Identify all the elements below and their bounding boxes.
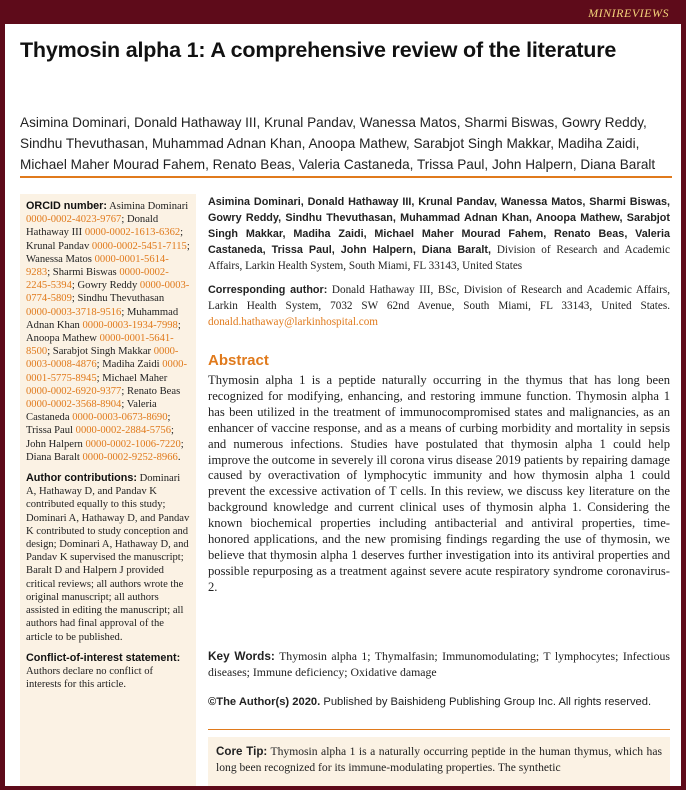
- orcid-separator: ;: [121, 385, 125, 397]
- contributions-label: Author contributions:: [26, 472, 137, 485]
- orcid-author-name: Krunal Pandav: [26, 240, 92, 252]
- orcid-id-link[interactable]: 0000-0002-4023-9767: [26, 214, 122, 226]
- orcid-section: [26, 200, 190, 464]
- conflict-label: Conflict-of-interest statement:: [26, 651, 181, 664]
- abstract-heading: Abstract: [208, 352, 269, 369]
- copyright-label: ©The Author(s) 2020.: [208, 696, 321, 708]
- orcid-id-link[interactable]: 0000-0003-0008-4876: [26, 346, 179, 371]
- conflict-section: [26, 652, 190, 692]
- section-tag: MINIREVIEWS: [588, 6, 669, 20]
- orcid-author-name: John Halpern: [26, 438, 86, 450]
- core-tip-divider: [208, 729, 670, 730]
- orcid-id-link[interactable]: 0000-0002-2884-5756: [75, 425, 171, 437]
- header-bar: [5, 4, 681, 24]
- orcid-label: ORCID number:: [26, 200, 107, 212]
- orcid-list: [26, 201, 190, 463]
- orcid-author-name: Diana Baralt: [26, 451, 83, 463]
- orcid-separator: ;: [167, 412, 171, 424]
- orcid-author-name: Wanessa Matos: [26, 253, 95, 265]
- orcid-id-link[interactable]: 0000-0002-2245-5394: [26, 267, 169, 292]
- corresponding-author: [208, 282, 670, 330]
- copyright-text: Published by Baishideng Publishing Group Inc. All rights reserved.: [323, 696, 652, 708]
- orcid-separator: ;: [180, 438, 184, 450]
- orcid-author-name: Gowry Reddy: [77, 280, 140, 292]
- orcid-author-name: Valeria Castaneda: [26, 399, 157, 424]
- orcid-separator: ;: [96, 359, 100, 371]
- author-list: [20, 112, 670, 175]
- affiliation-text: Division of Research and Academic Affairs, Larkin Health System, South Miami, FL 33143, United States: [208, 244, 670, 272]
- orcid-id-link[interactable]: 0000-0003-0774-5809: [26, 280, 190, 305]
- corresponding-email[interactable]: donald.hathaway@larkinhospital.com: [208, 316, 378, 328]
- author-line: Sindhu Thevuthasan, Muhammad Adnan Khan, Anoopa Mathew, Sarabjot Singh Makkar, Madiha Zaidi,: [20, 136, 640, 151]
- corresponding-label: Corresponding author:: [208, 284, 328, 296]
- orcid-author-name: Trissa Paul: [26, 425, 76, 437]
- orcid-id-link[interactable]: 0000-0003-1934-7998: [82, 319, 178, 331]
- orcid-author-name: Anoopa Mathew: [26, 333, 100, 345]
- abstract-text: Thymosin alpha 1 is a peptide naturally occurring in the thymus that has long been recognized for modifying, enhancing, and restoring immune function. Thymosin alpha 1 has been utilized in the treatment of immunocompromised states and malignancies, as an enhancer of vaccine response, and as a means of curbing morbidity and mortality in sepsis and numerous infections. Studies have postulated that thymosin alpha 1 could help improve the outcome in severely ill corona virus disease 2019 patients by repairing damage caused by overactivation of lymphocytic immunity and how thymosin alpha 1 could prevent the excessive activation of T cells. In this review, we discuss key literature on the background knowledge and current clinical uses of thymosin alpha 1. Considering the known biochemical properties including antibacterial and antiviral properties, time-honored applications, and the new promising findings regarding the use of thymosin, we believe that thymosin alpha 1 deserves further investigation into its antiviral properties and possible repurposing as a treatment against severe acute respiratory syndrome coronavirus-2.: [208, 373, 670, 594]
- conflict-text: Authors declare no conflict of interests for this article.: [26, 665, 154, 691]
- copyright: [208, 696, 670, 708]
- orcid-author-name: Renato Beas: [126, 385, 181, 397]
- title-divider: [20, 176, 672, 178]
- affiliation-authors: Asimina Dominari, Donald Hathaway III, Krunal Pandav, Wanessa Matos, Sharmi Biswas, Gowry Reddy, Sindhu Thevuthasan, Muhammad Adnan Khan, Anoopa Mathew, Sarabjot Singh Makkar, Madiha Zaidi, Michael Maher Mourad Fahem, Renato Beas, Valeria Castaneda, Trissa Paul, John Halpern, Diana Baralt,: [208, 196, 670, 256]
- author-line: Michael Maher Mourad Fahem, Renato Beas, Valeria Castaneda, Trissa Paul, John Halpern, Diana Baralt: [20, 157, 656, 172]
- orcid-separator: ;: [180, 227, 184, 239]
- orcid-id-link[interactable]: 0000-0002-3568-8904: [26, 399, 122, 411]
- orcid-separator: ;: [177, 319, 181, 331]
- orcid-separator: ;: [71, 280, 75, 292]
- orcid-author-name: Sarabjot Singh Makkar: [52, 346, 154, 358]
- orcid-id-link[interactable]: 0000-0001-5641-8500: [26, 333, 174, 358]
- orcid-separator: ;: [47, 267, 51, 279]
- orcid-author-name: Sharmi Biswas: [52, 267, 120, 279]
- orcid-id-link[interactable]: 0000-0002-6920-9377: [26, 385, 122, 397]
- orcid-separator: .: [177, 451, 181, 463]
- page: [5, 4, 681, 786]
- corresponding-text: Donald Hathaway III, BSc, Division of Research and Academic Affairs, Larkin Health System, 7032 SW 62nd Avenue, South Miami, FL 33143, United States.: [208, 284, 671, 312]
- keywords: [208, 648, 670, 680]
- main-column: [208, 194, 670, 596]
- orcid-author-name: Madiha Zaidi: [102, 359, 163, 371]
- orcid-author-name: Donald Hathaway III: [26, 214, 159, 239]
- core-tip: [208, 737, 670, 786]
- contributions-section: [26, 472, 190, 644]
- affiliation: [208, 194, 670, 274]
- orcid-id-link[interactable]: 0000-0003-3718-9516: [26, 306, 122, 318]
- orcid-id-link[interactable]: 0000-0001-5614-9283: [26, 253, 169, 279]
- orcid-author-name: Sindhu Thevuthasan: [77, 293, 165, 305]
- article-title: Thymosin alpha 1: A comprehensive review of the literature: [20, 38, 617, 62]
- contributions-text: Dominari A, Hathaway D, and Pandav K contributed equally to this study; Dominari A, Hathaway D, and Pandav K contributed to study conception and design; Dominari A, Hathaway D, and Pandav K supervised the manuscript; Baralt D and Halpern J provided critical reviews; all authors wrote the original manuscript; all authors assisted in editing the manuscript; all authors had final approval of the article to be published.: [26, 473, 190, 643]
- keywords-text: Thymosin alpha 1; Thymalfasin; Immunomodulating; T lymphocytes; Infectious diseases; Immune deficiency; Oxidative damage: [208, 649, 670, 679]
- author-line: Asimina Dominari, Donald Hathaway III, Krunal Pandav, Wanessa Matos, Sharmi Biswas, Gowry Reddy,: [20, 115, 647, 130]
- orcid-author-name: Asimina Dominari: [109, 201, 189, 212]
- orcid-author-name: Muhammad Adnan Khan: [26, 306, 179, 331]
- orcid-id-link[interactable]: 0000-0002-5451-7115: [91, 240, 187, 252]
- orcid-id-link[interactable]: 0000-0001-5775-8945: [26, 359, 187, 384]
- keywords-label: Key Words:: [208, 649, 275, 663]
- core-tip-label: Core Tip:: [216, 745, 268, 758]
- orcid-separator: ;: [121, 214, 125, 226]
- orcid-separator: ;: [121, 306, 125, 318]
- core-tip-text: Thymosin alpha 1 is a naturally occurring peptide in the human thymus, which has long been recognized for its immune-modulating properties. The synthetic: [216, 745, 662, 774]
- orcid-author-name: Michael Maher: [102, 372, 168, 384]
- orcid-id-link[interactable]: 0000-0002-1006-7220: [85, 438, 181, 450]
- orcid-id-link[interactable]: 0000-0002-9252-8966: [82, 451, 178, 463]
- orcid-separator: ;: [96, 372, 100, 384]
- orcid-id-link[interactable]: 0000-0003-0673-8690: [72, 412, 168, 424]
- orcid-separator: ;: [71, 293, 75, 305]
- sidebar: [20, 194, 196, 786]
- orcid-separator: ;: [121, 399, 125, 411]
- orcid-id-link[interactable]: 0000-0002-1613-6362: [84, 227, 181, 239]
- orcid-separator: ;: [186, 240, 190, 252]
- orcid-separator: ;: [47, 346, 51, 358]
- orcid-separator: ;: [171, 425, 174, 437]
